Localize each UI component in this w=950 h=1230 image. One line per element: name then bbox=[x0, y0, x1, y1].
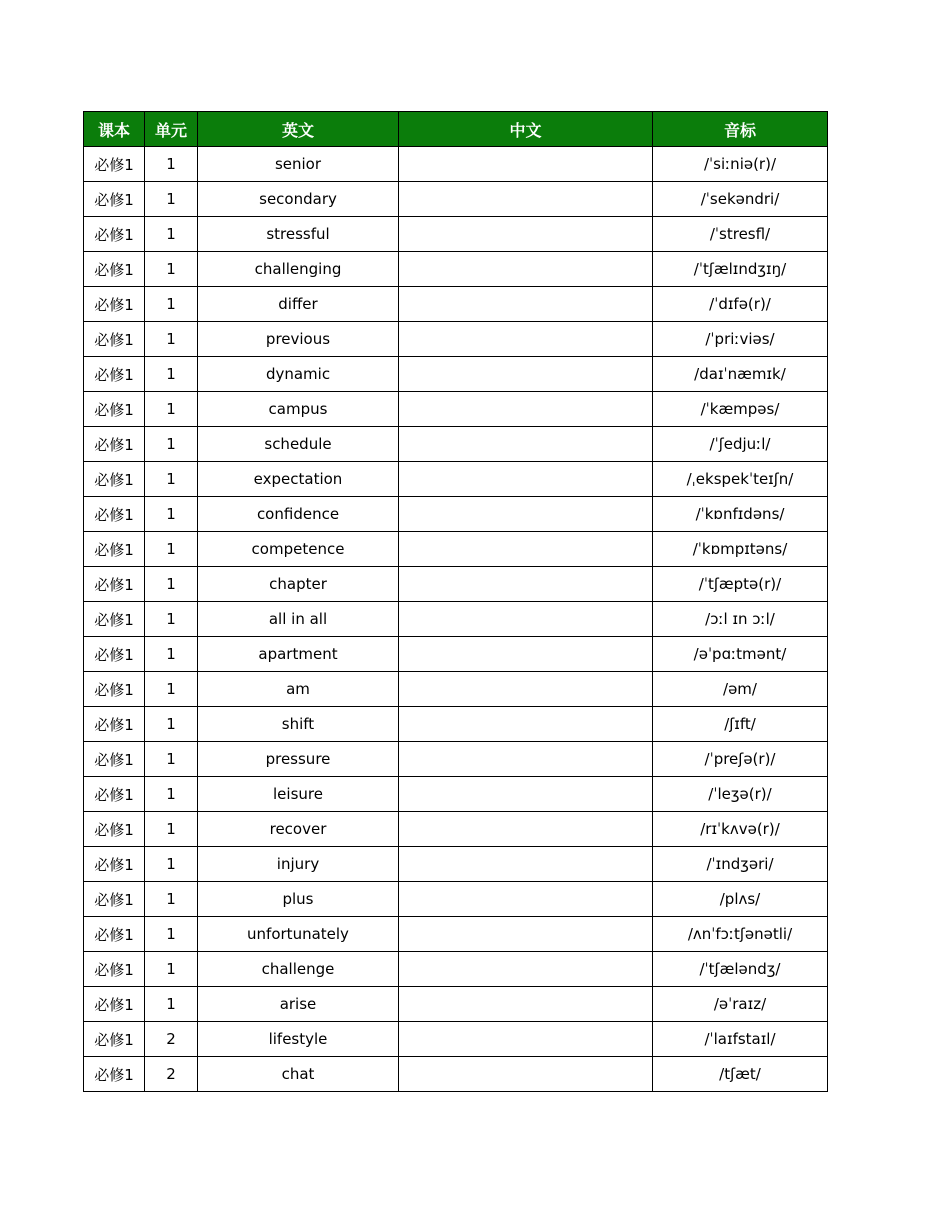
cell-english: all in all bbox=[198, 602, 399, 637]
cell-phonetic: /rɪˈkʌvə(r)/ bbox=[653, 812, 828, 847]
cell-chinese bbox=[399, 567, 653, 602]
cell-phonetic: /əm/ bbox=[653, 672, 828, 707]
table-row bbox=[84, 952, 828, 987]
cell-unit: 1 bbox=[145, 882, 198, 917]
cell-unit: 1 bbox=[145, 602, 198, 637]
header-unit: 单元 bbox=[145, 112, 198, 147]
cell-book: 必修1 bbox=[84, 532, 145, 567]
cell-english: chat bbox=[198, 1057, 399, 1092]
cell-phonetic: /daɪˈnæmɪk/ bbox=[653, 357, 828, 392]
cell-phonetic: /ˈkæmpəs/ bbox=[653, 392, 828, 427]
cell-book: 必修1 bbox=[84, 497, 145, 532]
cell-unit: 1 bbox=[145, 707, 198, 742]
table-row bbox=[84, 217, 828, 252]
header-english: 英文 bbox=[198, 112, 399, 147]
cell-phonetic: /ˈsekəndri/ bbox=[653, 182, 828, 217]
cell-chinese bbox=[399, 427, 653, 462]
table-row bbox=[84, 882, 828, 917]
cell-unit: 1 bbox=[145, 357, 198, 392]
cell-chinese bbox=[399, 357, 653, 392]
cell-english: previous bbox=[198, 322, 399, 357]
cell-unit: 2 bbox=[145, 1057, 198, 1092]
cell-english: secondary bbox=[198, 182, 399, 217]
cell-book: 必修1 bbox=[84, 1057, 145, 1092]
cell-chinese bbox=[399, 532, 653, 567]
cell-chinese bbox=[399, 182, 653, 217]
table-row bbox=[84, 357, 828, 392]
cell-unit: 2 bbox=[145, 1022, 198, 1057]
cell-chinese bbox=[399, 777, 653, 812]
table-row bbox=[84, 847, 828, 882]
header-chinese: 中文 bbox=[399, 112, 653, 147]
cell-english: stressful bbox=[198, 217, 399, 252]
cell-unit: 1 bbox=[145, 182, 198, 217]
table-row bbox=[84, 567, 828, 602]
cell-english: challenging bbox=[198, 252, 399, 287]
table-row bbox=[84, 182, 828, 217]
cell-book: 必修1 bbox=[84, 182, 145, 217]
cell-english: schedule bbox=[198, 427, 399, 462]
cell-unit: 1 bbox=[145, 462, 198, 497]
cell-unit: 1 bbox=[145, 252, 198, 287]
table-row bbox=[84, 1022, 828, 1057]
cell-book: 必修1 bbox=[84, 882, 145, 917]
cell-chinese bbox=[399, 707, 653, 742]
cell-book: 必修1 bbox=[84, 1022, 145, 1057]
cell-english: arise bbox=[198, 987, 399, 1022]
cell-book: 必修1 bbox=[84, 287, 145, 322]
cell-book: 必修1 bbox=[84, 392, 145, 427]
table-row bbox=[84, 392, 828, 427]
table-row bbox=[84, 777, 828, 812]
cell-book: 必修1 bbox=[84, 777, 145, 812]
cell-chinese bbox=[399, 882, 653, 917]
cell-book: 必修1 bbox=[84, 462, 145, 497]
cell-phonetic: /əˈpɑːtmənt/ bbox=[653, 637, 828, 672]
table-body bbox=[84, 147, 828, 1092]
table-row bbox=[84, 427, 828, 462]
cell-book: 必修1 bbox=[84, 357, 145, 392]
cell-chinese bbox=[399, 952, 653, 987]
cell-phonetic: /ˈlaɪfstaɪl/ bbox=[653, 1022, 828, 1057]
cell-phonetic: /ʃɪft/ bbox=[653, 707, 828, 742]
table-row bbox=[84, 497, 828, 532]
header-book: 课本 bbox=[84, 112, 145, 147]
cell-chinese bbox=[399, 672, 653, 707]
cell-unit: 1 bbox=[145, 672, 198, 707]
cell-phonetic: /ˈpreʃə(r)/ bbox=[653, 742, 828, 777]
cell-book: 必修1 bbox=[84, 637, 145, 672]
cell-phonetic: /ɔːl ɪn ɔːl/ bbox=[653, 602, 828, 637]
cell-book: 必修1 bbox=[84, 917, 145, 952]
cell-english: shift bbox=[198, 707, 399, 742]
cell-chinese bbox=[399, 252, 653, 287]
cell-book: 必修1 bbox=[84, 602, 145, 637]
cell-phonetic: /ˈtʃælɪndʒɪŋ/ bbox=[653, 252, 828, 287]
cell-english: leisure bbox=[198, 777, 399, 812]
table-row bbox=[84, 322, 828, 357]
cell-book: 必修1 bbox=[84, 987, 145, 1022]
cell-english: challenge bbox=[198, 952, 399, 987]
cell-english: lifestyle bbox=[198, 1022, 399, 1057]
cell-unit: 1 bbox=[145, 987, 198, 1022]
cell-book: 必修1 bbox=[84, 322, 145, 357]
cell-book: 必修1 bbox=[84, 707, 145, 742]
cell-book: 必修1 bbox=[84, 742, 145, 777]
cell-unit: 1 bbox=[145, 147, 198, 182]
table-row bbox=[84, 532, 828, 567]
cell-phonetic: /əˈraɪz/ bbox=[653, 987, 828, 1022]
cell-phonetic: /ˈdɪfə(r)/ bbox=[653, 287, 828, 322]
cell-phonetic: /ˈleʒə(r)/ bbox=[653, 777, 828, 812]
cell-chinese bbox=[399, 637, 653, 672]
cell-phonetic: /ˈkɒmpɪtəns/ bbox=[653, 532, 828, 567]
cell-chinese bbox=[399, 742, 653, 777]
cell-phonetic: /plʌs/ bbox=[653, 882, 828, 917]
cell-chinese bbox=[399, 497, 653, 532]
table-row bbox=[84, 812, 828, 847]
cell-unit: 1 bbox=[145, 532, 198, 567]
cell-chinese bbox=[399, 1022, 653, 1057]
table-row bbox=[84, 1057, 828, 1092]
cell-unit: 1 bbox=[145, 217, 198, 252]
cell-unit: 1 bbox=[145, 812, 198, 847]
cell-english: dynamic bbox=[198, 357, 399, 392]
cell-chinese bbox=[399, 392, 653, 427]
cell-book: 必修1 bbox=[84, 952, 145, 987]
cell-english: competence bbox=[198, 532, 399, 567]
cell-phonetic: /ˌekspekˈteɪʃn/ bbox=[653, 462, 828, 497]
cell-unit: 1 bbox=[145, 567, 198, 602]
table-row bbox=[84, 147, 828, 182]
cell-chinese bbox=[399, 987, 653, 1022]
cell-english: chapter bbox=[198, 567, 399, 602]
cell-unit: 1 bbox=[145, 427, 198, 462]
table-row bbox=[84, 287, 828, 322]
cell-chinese bbox=[399, 1057, 653, 1092]
cell-book: 必修1 bbox=[84, 147, 145, 182]
cell-unit: 1 bbox=[145, 637, 198, 672]
cell-phonetic: /ˈtʃæptə(r)/ bbox=[653, 567, 828, 602]
table-row bbox=[84, 987, 828, 1022]
cell-phonetic: /ˈpriːviəs/ bbox=[653, 322, 828, 357]
cell-phonetic: /ʌnˈfɔːtʃənətli/ bbox=[653, 917, 828, 952]
cell-english: confidence bbox=[198, 497, 399, 532]
cell-unit: 1 bbox=[145, 952, 198, 987]
table-row bbox=[84, 707, 828, 742]
cell-chinese bbox=[399, 917, 653, 952]
cell-phonetic: /ˈstresfl/ bbox=[653, 217, 828, 252]
cell-english: injury bbox=[198, 847, 399, 882]
cell-book: 必修1 bbox=[84, 567, 145, 602]
header-row bbox=[84, 112, 828, 147]
table-row bbox=[84, 637, 828, 672]
cell-book: 必修1 bbox=[84, 812, 145, 847]
vocabulary-table bbox=[83, 111, 828, 1092]
cell-phonetic: /ˈʃedjuːl/ bbox=[653, 427, 828, 462]
cell-phonetic: /ˈtʃæləndʒ/ bbox=[653, 952, 828, 987]
cell-english: expectation bbox=[198, 462, 399, 497]
cell-book: 必修1 bbox=[84, 252, 145, 287]
table-row bbox=[84, 602, 828, 637]
cell-phonetic: /ˈkɒnfɪdəns/ bbox=[653, 497, 828, 532]
cell-english: senior bbox=[198, 147, 399, 182]
table-row bbox=[84, 252, 828, 287]
table-row bbox=[84, 742, 828, 777]
cell-chinese bbox=[399, 602, 653, 637]
cell-english: unfortunately bbox=[198, 917, 399, 952]
cell-unit: 1 bbox=[145, 322, 198, 357]
cell-chinese bbox=[399, 462, 653, 497]
cell-phonetic: /tʃæt/ bbox=[653, 1057, 828, 1092]
cell-english: campus bbox=[198, 392, 399, 427]
cell-chinese bbox=[399, 217, 653, 252]
cell-chinese bbox=[399, 812, 653, 847]
cell-book: 必修1 bbox=[84, 847, 145, 882]
cell-chinese bbox=[399, 847, 653, 882]
cell-english: differ bbox=[198, 287, 399, 322]
table-header bbox=[84, 112, 828, 147]
table-row bbox=[84, 917, 828, 952]
cell-unit: 1 bbox=[145, 287, 198, 322]
cell-unit: 1 bbox=[145, 497, 198, 532]
cell-unit: 1 bbox=[145, 777, 198, 812]
cell-english: am bbox=[198, 672, 399, 707]
cell-chinese bbox=[399, 147, 653, 182]
cell-unit: 1 bbox=[145, 917, 198, 952]
cell-book: 必修1 bbox=[84, 217, 145, 252]
cell-unit: 1 bbox=[145, 742, 198, 777]
cell-unit: 1 bbox=[145, 847, 198, 882]
cell-unit: 1 bbox=[145, 392, 198, 427]
cell-chinese bbox=[399, 287, 653, 322]
cell-phonetic: /ˈsiːniə(r)/ bbox=[653, 147, 828, 182]
cell-english: recover bbox=[198, 812, 399, 847]
cell-english: plus bbox=[198, 882, 399, 917]
cell-book: 必修1 bbox=[84, 427, 145, 462]
header-phonetic: 音标 bbox=[653, 112, 828, 147]
cell-book: 必修1 bbox=[84, 672, 145, 707]
table-row bbox=[84, 462, 828, 497]
table-row bbox=[84, 672, 828, 707]
cell-phonetic: /ˈɪndʒəri/ bbox=[653, 847, 828, 882]
cell-english: pressure bbox=[198, 742, 399, 777]
cell-chinese bbox=[399, 322, 653, 357]
cell-english: apartment bbox=[198, 637, 399, 672]
